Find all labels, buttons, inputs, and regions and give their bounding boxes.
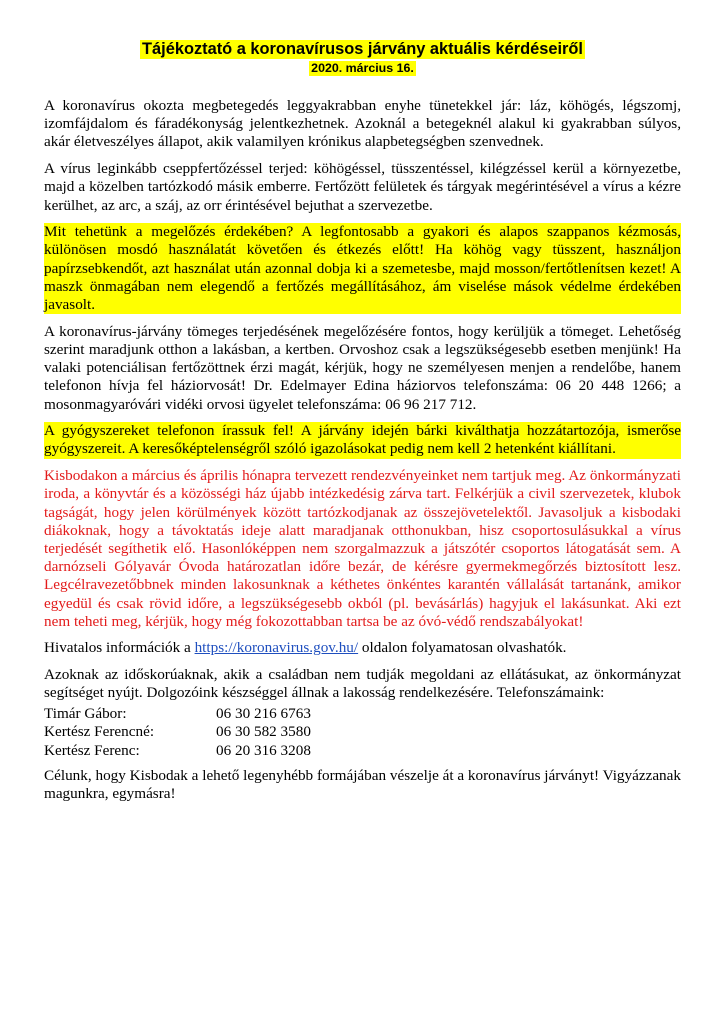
contact-list xyxy=(44,705,681,760)
paragraph-prescriptions: A gyógyszereket telefonon írassuk fel! A járvány idején bárki kiválthatja hozzátartozója, ismerőse gyógyszereit. A keresőképtelenségről szóló igazolásokat pedig nem kell 2 hetenként kiállítani. xyxy=(44,422,681,458)
contact-row xyxy=(44,723,681,741)
paragraph-closing: Célunk, hogy Kisbodak a lehető legenyhébb formájában vészelje át a koronavírus járványt! Vigyázzanak magunkra, egymásra! xyxy=(44,766,681,802)
info-text-after: oldalon folyamatosan olvashatók. xyxy=(358,639,567,657)
contact-name: Kertész Ferencné: xyxy=(44,723,155,741)
contact-phone: 06 20 316 3208 xyxy=(216,741,311,759)
document-date: 2020. március 16. xyxy=(311,61,414,75)
paragraph-official-info xyxy=(44,639,681,657)
document-header xyxy=(44,40,681,77)
paragraph-symptoms: A koronavírus okozta megbetegedés leggyakrabban enyhe tünetekkel jár: láz, köhögés, légszomj, izomfájdalom és fáradékonyság jelentkezhetnek. Azoknál a betegeknél alakul ki gyakrabban súlyos, akár életveszélyes állapot, akik valamilyen krónikus alapbetegségben szenvednek. xyxy=(44,97,681,151)
paragraph-elderly-support: Azoknak az időskorúaknak, akik a családban nem tudják megoldani az ellátásukat, az önkormányzat segítséget nyújt. Dolgozóink készséggel állnak a lakosság rendelkezésére. Telefonszámaink: xyxy=(44,666,681,702)
contact-name: Kertész Ferenc: xyxy=(44,741,140,759)
paragraph-prevention: Mit tehetünk a megelőzés érdekében? A legfontosabb a gyakori és alapos szappanos kézmosás, különösen mosdó használatát követően és étkezés előtt! Ha köhög vagy tüsszent, használjon papírzsebkendőt, azt használat után azonnal dobja ki a szemetesbe, majd mosson/fertőtlenítsen kezet! A maszk önmagában nem elegendő a fertőzés megállításához, ám viselése mások védelme érdekében javasolt. xyxy=(44,223,681,314)
contact-name: Timár Gábor: xyxy=(44,705,127,723)
official-info-link[interactable]: https://koronavirus.gov.hu/ xyxy=(194,639,359,657)
paragraph-avoid-crowds: A koronavírus-járvány tömeges terjedésének megelőzésére fontos, hogy kerüljük a tömeget. Lehetőség szerint maradjunk otthon a lakásban, a kertben. Orvoshoz csak a legszükségesebb esetben menjünk! Ha valaki potenciálisan fertőzöttnek érzi magát, kérjük, hogy ne személyesen menjen a rendelőbe, hanem telefonon hívja fel háziorvosát! Dr. Edelmayer Edina háziorvos telefonszáma: 06 20 448 1266; a mosonmagyaróvári vidéki orvosi ügyelet telefonszáma: 06 96 217 712. xyxy=(44,322,681,413)
paragraph-local-measures: Kisbodakon a március és április hónapra tervezett rendezvényeinket nem tartjuk meg. Az önkormányzati iroda, a könyvtár és a közösségi ház újabb intézkedésig zárva tart. Felkérjük a civil szervezetek, klubok tagságát, hogy jelen körülmények között tartózkodjanak az összejövetelektől. Javasoljuk a kisbodaki diákoknak, hogy a távoktatás ideje alatt maradjanak otthonukban, hisz csoportosulásukkal a vírus terjedését segíthetik elő. Hasonlóképpen nem szorgalmazzuk a játszótér csoportos látogatását sem. A darnózseli Gólyavár Óvoda határozatlan időre bezár, de kérésre gyermekmegőrzés biztosított lesz. Legcélravezetőbbnek minden lakosunknak a kéthetes önkéntes karantén vállalását tartanánk, amikor egyedül és csak rövid időre, a legszükségesebb okból (pl. bevásárlás) hagyjuk el lakásunkat. Aki ezt nem teheti meg, kérjük, hogy még fokozottabban tartsa be az óvó-védő rendszabályokat! xyxy=(44,467,681,630)
document-title: Tájékoztató a koronavírusos járvány aktuális kérdéseiről xyxy=(142,40,583,58)
paragraph-transmission: A vírus leginkább cseppfertőzéssel terjed: köhögéssel, tüsszentéssel, kilégzéssel kerül a környezetbe, majd a közelben tartózkodó másik emberre. Fertőzött felületek és tárgyak megérintésével a vírus a kézre kerülhet, az arc, a száj, az orr érintésével bejuthat a szervezetbe. xyxy=(44,160,681,214)
contact-row xyxy=(44,705,681,723)
contact-phone: 06 30 582 3580 xyxy=(216,723,311,741)
info-text-before: Hivatalos információk a xyxy=(44,639,195,657)
contact-phone: 06 30 216 6763 xyxy=(216,705,311,723)
contact-row xyxy=(44,742,681,760)
